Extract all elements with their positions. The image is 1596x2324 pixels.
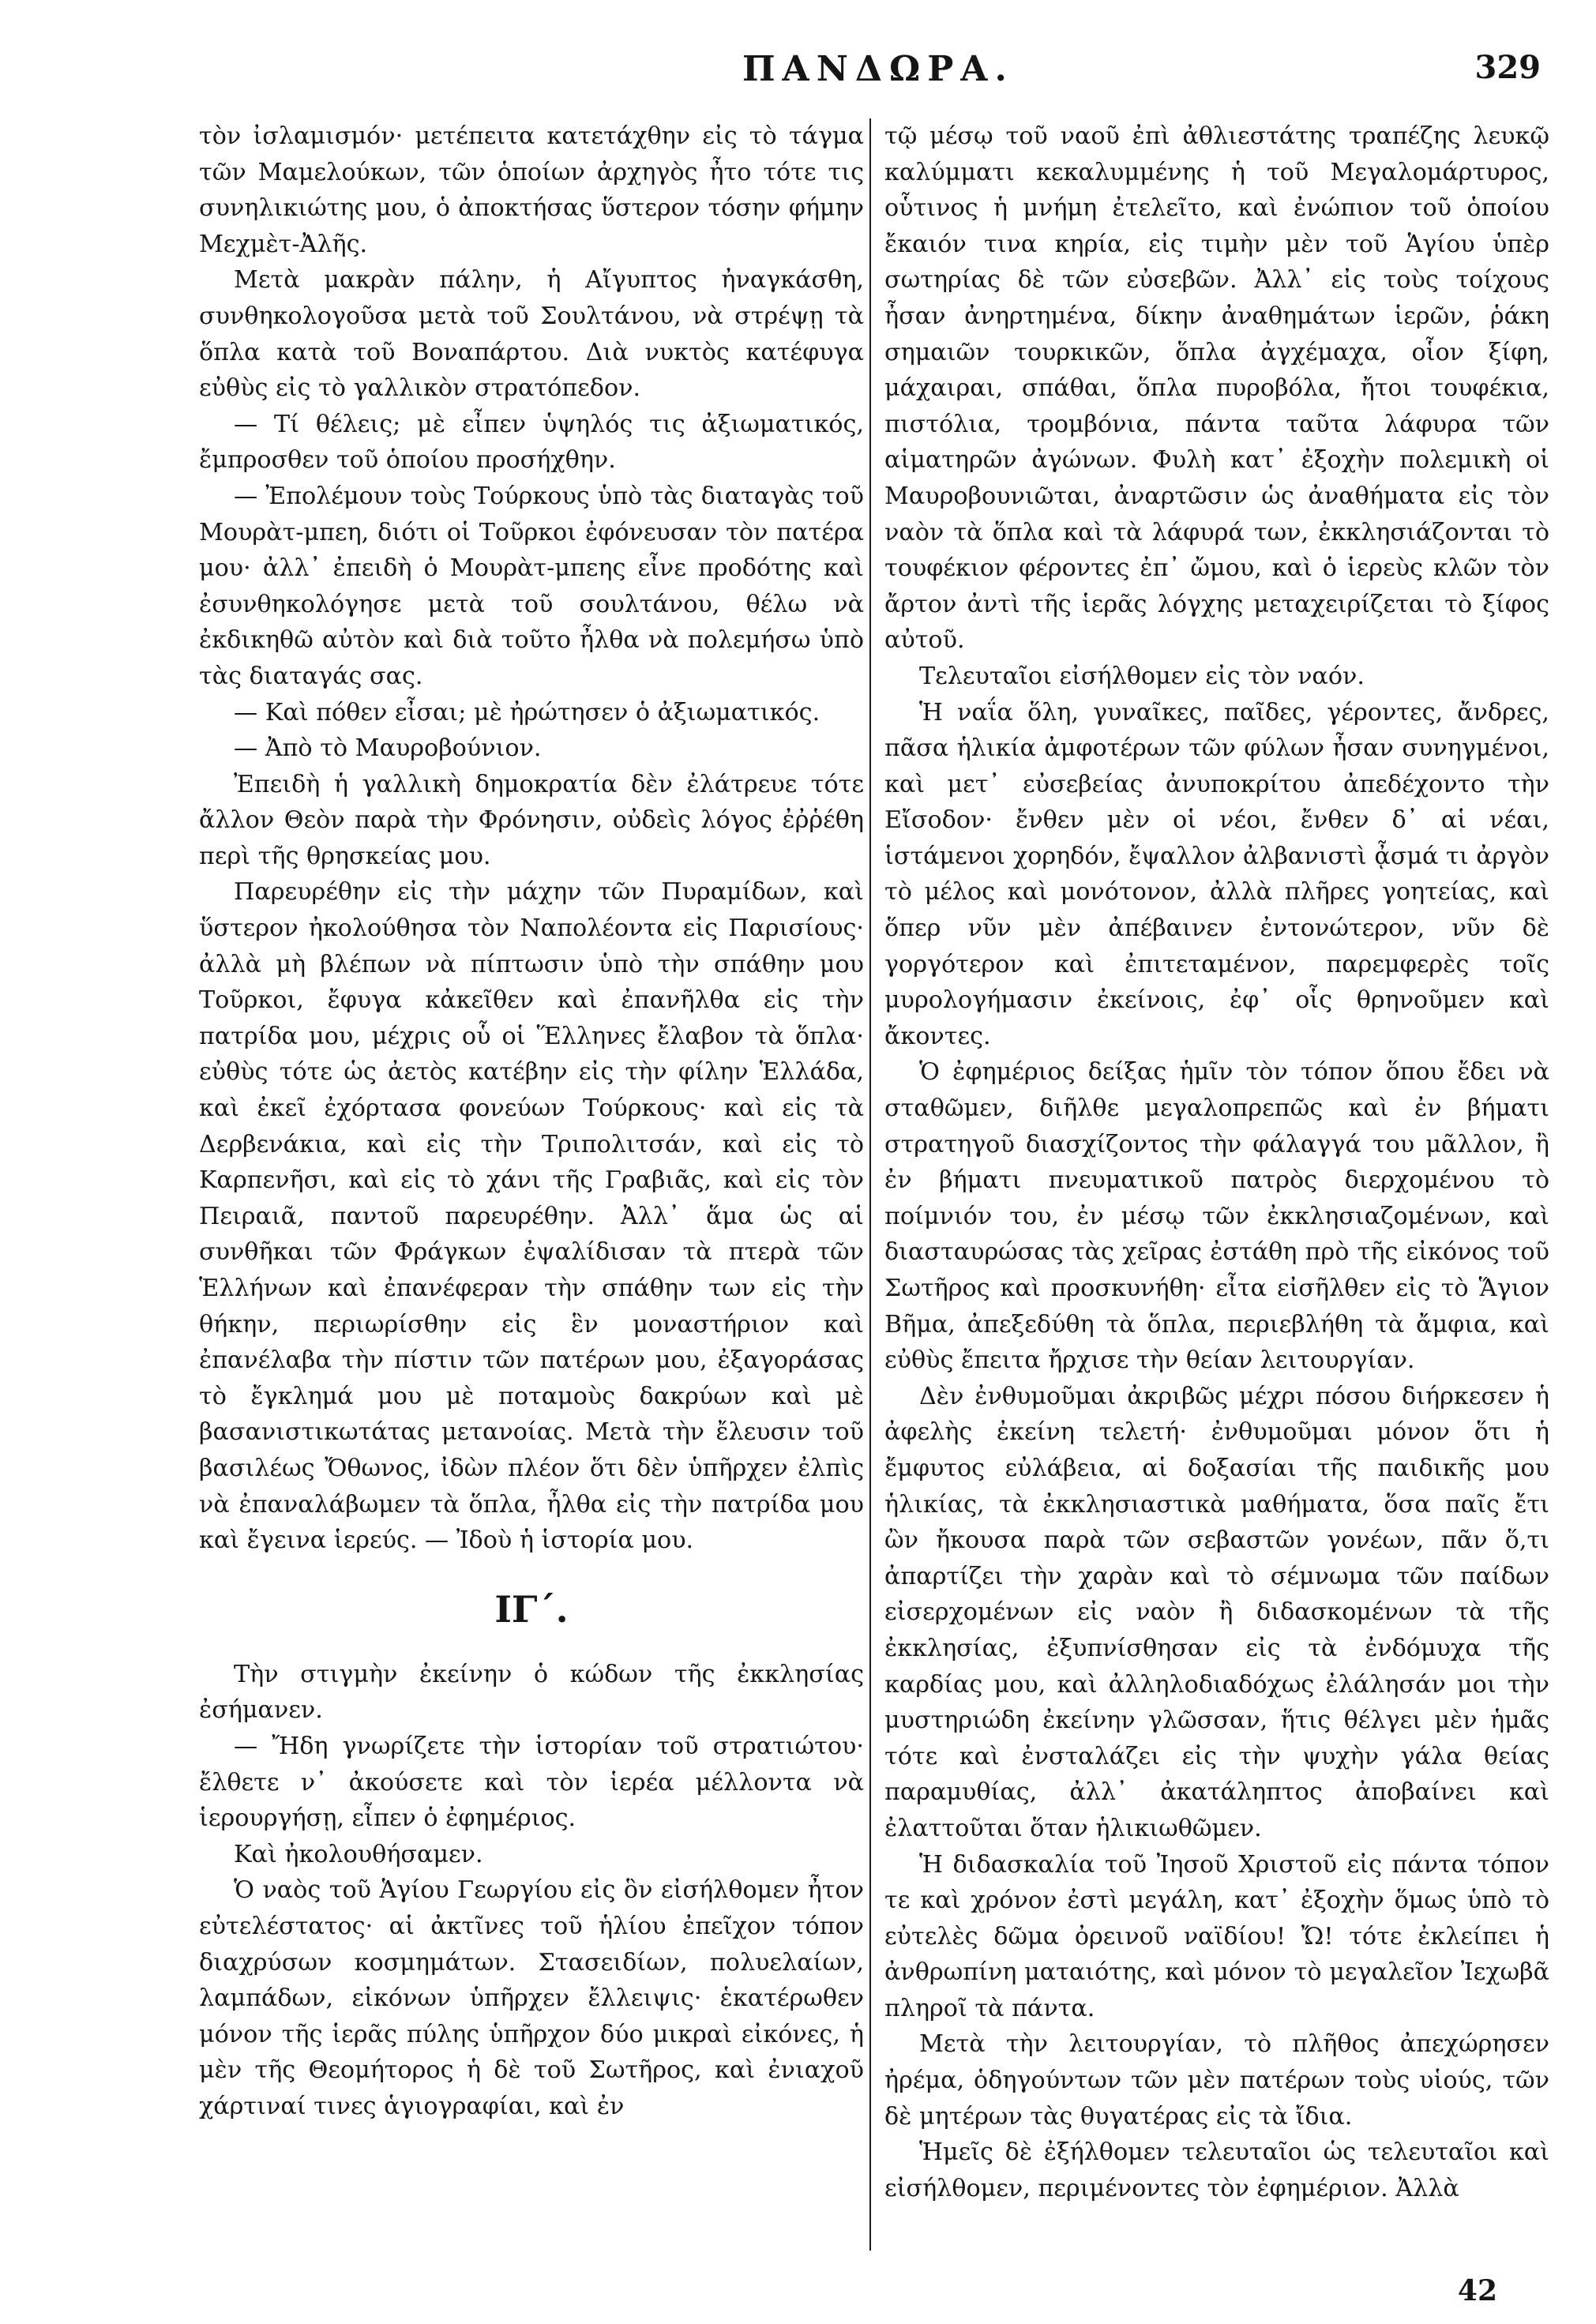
paragraph: τῷ μέσῳ τοῦ ναοῦ ἐπὶ ἀθλιεστάτης τραπέζης λευκῷ καλύμματι κεκαλυμμένης ἡ τοῦ Μεγαλομάρτυρος, οὗτινος ἡ μνήμη ἐτελεῖτο, καὶ ἐνώπιον τοῦ ὁποίου ἔκαιόν τινα κηρία, εἰς τιμὴν μὲν τοῦ Ἁγίου ὑπὲρ σωτηρίας δὲ τῶν εὐσεβῶν. Ἀλλ᾿ εἰς τοὺς τοίχους ἦσαν ἀνηρτημένα, δίκην ἀναθημάτων ἱερῶν, ῥάκη σημαιῶν τουρκικῶν, ὅπλα ἀγχέμαχα, οἷον ξίφη, μάχαιραι, σπάθαι, ὅπλα πυροβόλα, ἤτοι τουφέκια, πιστόλια, τρομβόνια, πάντα ταῦτα λάφυρα τῶν αἱματηρῶν ἀγώνων. Φυλὴ κατ᾿ ἐξοχὴν πολεμικὴ οἱ Μαυροβουνιῶται, ἀναρτῶσιν ὡς ἀναθήματα εἰς τὸν ναὸν τὰ ὅπλα καὶ τὰ λάφυρά των, ἐκκλησιάζονται τὸ τουφέκιον φέροντες ἐπ᾿ ὤμου, καὶ ὁ ἱερεὺς κλῶν τὸν ἄρτον ἀντὶ τῆς ἱερᾶς λόγχης μεταχειρίζεται τὸ ξίφος αὐτοῦ. <box>884 122 1549 655</box>
paragraph: Μετὰ μακρὰν πάλην, ἡ Αἴγυπτος ἠναγκάσθη, συνθηκολογοῦσα μετὰ τοῦ Σουλτάνου, νὰ στρέψῃ τὰ ὅπλα κατὰ τοῦ Βοναπάρτου. Διὰ νυκτὸς κατέφυγα εὐθὺς εἰς τὸ γαλλικὸν στρατόπεδον. <box>199 266 864 403</box>
left-column <box>199 118 864 2124</box>
journal-title: ΠΑΝΔΩΡΑ. <box>742 49 1014 89</box>
dialogue-line: — Ἐπολέμουν τοὺς Τούρκους ὑπὸ τὰς διαταγὰς τοῦ Μουρὰτ-μπεη, διότι οἱ Τοῦρκοι ἐφόνευσαν τὸν πατέρα μου· ἀλλ᾿ ἐπειδὴ ὁ Μουρὰτ-μπεης εἶνε προδότης καὶ ἐσυνθηκολόγησε μετὰ τοῦ σουλτάνου, θέλω νὰ ἐκδικηθῶ αὐτὸν καὶ διὰ τοῦτο ἦλθα νὰ πολεμήσω ὑπὸ τὰς διαταγάς σας. <box>199 482 864 690</box>
column-divider <box>869 118 871 2251</box>
right-column <box>884 118 1549 2206</box>
paragraph: Τελευταῖοι εἰσήλθομεν εἰς τὸν ναόν. <box>919 662 1365 690</box>
paragraph: Ἡ διδασκαλία τοῦ Ἰησοῦ Χριστοῦ εἰς πάντα τόπον τε καὶ χρόνον ἐστὶ μεγάλη, κατ᾿ ἐξοχὴν ὅμως ὑπὸ τὸ εὐτελὲς δῶμα ὀρεινοῦ ναϊδίου! Ὤ! τότε ἐκλείπει ἡ ἀνθρωπίνη ματαιότης, καὶ μόνον τὸ μεγαλεῖον Ἰεχωβᾶ πληροῖ τὰ πάντα. <box>884 1850 1549 2022</box>
paragraph: Ἐπειδὴ ἡ γαλλικὴ δημοκρατία δὲν ἐλάτρευε τότε ἄλλον Θεὸν παρὰ τὴν Φρόνησιν, οὐδεὶς λόγος ἐῤῥέθη περὶ τῆς θρησκείας μου. <box>199 770 864 870</box>
paragraph: Καὶ ἠκολουθήσαμεν. <box>234 1840 483 1868</box>
running-head <box>0 49 1596 104</box>
paragraph: Τὴν στιγμὴν ἐκείνην ὁ κώδων τῆς ἐκκλησίας ἐσήμανεν. <box>199 1660 864 1725</box>
paragraph: Μετὰ τὴν λειτουργίαν, τὸ πλῆθος ἀπεχώρησεν ἠρέμα, ὁδηγούντων τῶν μὲν πατέρων τοὺς υἱούς, τῶν δὲ μητέρων τὰς θυγατέρας εἰς τὰ ἴδια. <box>884 2030 1549 2131</box>
section-heading: ΙΓ΄. <box>494 1587 569 1631</box>
paragraph: τὸν ἰσλαμισμόν· μετέπειτα κατετάχθην εἰς τὸ τάγμα τῶν Μαμελούκων, τῶν ὁποίων ἀρχηγὸς ἦτο τότε τις συνηλικιώτης μου, ὁ ἀποκτήσας ὕστερον τόσην φήμην Μεχμὲτ-Ἀλῆς. <box>199 122 864 258</box>
page-number: 329 <box>1474 49 1541 86</box>
dialogue-line: — Ἀπὸ τὸ Μαυροβούνιον. <box>234 734 542 763</box>
paragraph: Παρευρέθην εἰς τὴν μάχην τῶν Πυραμίδων, καὶ ὕστερον ἠκολούθησα τὸν Ναπολέοντα εἰς Παρισίους· ἀλλὰ μὴ βλέπων νὰ πίπτωσιν ὑπὸ τὴν σπάθην μου Τοῦρκοι, ἔφυγα κἀκεῖθεν καὶ ἐπανῆλθα εἰς τὴν πατρίδα μου, μέχρις οὗ οἱ Ἕλληνες ἔλαβον τὰ ὅπλα· εὐθὺς τότε ὡς ἀετὸς κατέβην εἰς τὴν φίλην Ἑλλάδα, καὶ ἐκεῖ ἐχόρτασα φονεύων Τούρκους· καὶ εἰς τὰ Δερβενάκια, καὶ εἰς τὴν Τριπολιτσάν, καὶ εἰς τὸ Καρπενῆσι, καὶ εἰς τὸ χάνι τῆς Γραβιᾶς, καὶ εἰς τὸν Πειραιᾶ, παντοῦ παρευρέθην. Ἀλλ᾿ ἅμα ὡς αἱ συνθῆκαι τῶν Φράγκων ἐψαλίδισαν τὰ πτερὰ τῶν Ἑλλήνων καὶ ἐπανέφεραν τὴν σπάθην των εἰς τὴν θήκην, περιωρίσθην εἰς ἓν μοναστήριον καὶ ἐπανέλαβα τὴν πίστιν τῶν πατέρων μου, ἐξαγοράσας τὸ ἔγκλημά μου μὲ ποταμοὺς δακρύων καὶ μὲ βασανιστικωτάτας μετανοίας. Μετὰ τὴν ἔλευσιν τοῦ βασιλέως Ὄθωνος, ἰδὼν πλέον ὅτι δὲν ὑπῆρχεν ἐλπὶς νὰ ἐπαναλάβωμεν τὰ ὅπλα, ἦλθα εἰς τὴν πατρίδα μου καὶ ἔγεινα ἱερεύς. — Ἰδοὺ ἡ ἱστορία μου. <box>199 878 864 1555</box>
paragraph: Δὲν ἐνθυμοῦμαι ἀκριβῶς μέχρι πόσου διήρκεσεν ἡ ἀφελὴς ἐκείνη τελετή· ἐνθυμοῦμαι μόνον ὅτι ἡ ἔμφυτος εὐλάβεια, αἱ δοξασίαι τῆς παιδικῆς μου ἡλικίας, τὰ ἐκκλησιαστικὰ μαθήματα, ὅσα παῖς ἔτι ὢν ἤκουσα παρὰ τῶν σεβαστῶν γονέων, πᾶν ὅ,τι ἀπαρτίζει τὴν χαρὰν καὶ τὸ σέμνωμα τῶν παίδων εἰσερχομένων εἰς ναὸν ἢ διδασκομένων τὰ τῆς ἐκκλησίας, ἐξυπνίσθησαν εἰς τὰ ἐνδόμυχα τῆς καρδίας μου, καὶ ἀλληλοδιαδόχως ἐλάλησάν μοι τὴν μυστηριώδη ἐκείνην γλῶσσαν, ἥτις θέλγει μὲν ἡμᾶς τότε καὶ ἐνσταλάζει εἰς τὴν ψυχὴν γάλα θείας παραμυθίας, ἀλλ᾿ ἀκατάληπτος ἀποβαίνει καὶ ἐλαττοῦται ὅταν ἡλικιωθῶμεν. <box>884 1382 1549 1842</box>
paragraph: Ὁ ἐφημέριος δείξας ἡμῖν τὸν τόπον ὅπου ἔδει νὰ σταθῶμεν, διῆλθε μεγαλοπρεπῶς καὶ ἐν βήματι στρατηγοῦ διασχίζοντος τὴν φάλαγγά του μᾶλλον, ἢ ἐν βήματι πνευματικοῦ πατρὸς διερχομένου τὸ ποίμνιόν του, ἐν μέσῳ τῶν ἐκκλησιαζομένων, καὶ διασταυρώσας τὰς χεῖρας ἐστάθη πρὸ τῆς εἰκόνος τοῦ Σωτῆρος καὶ προσκυνήθη· εἶτα εἰσῆλθεν εἰς τὸ Ἅγιον Βῆμα, ἀπεξεδύθη τὰ ὅπλα, περιεβλήθη τὰ ἄμφια, καὶ εὐθὺς ἔπειτα ἤρχισε τὴν θείαν λειτουργίαν. <box>884 1058 1549 1375</box>
paragraph: Ἡ ναΐα ὅλη, γυναῖκες, παῖδες, γέροντες, ἄνδρες, πᾶσα ἡλικία ἀμφοτέρων τῶν φύλων ἦσαν συνηγμένοι, καὶ μετ᾿ εὐσεβείας ἀνυποκρίτου ἀπεδέχοντο τὴν Εἴσοδον· ἔνθεν μὲν οἱ νέοι, ἔνθεν δ᾿ αἱ νέαι, ἱστάμενοι χορηδόν, ἔψαλλον ἀλβανιστὶ ᾆσμά τι ἀργὸν τὸ μέλος καὶ μονότονον, ἀλλὰ πλῆρες γοητείας, καὶ ὅπερ νῦν μὲν ἀπέβαινεν ἐντονώτερον, νῦν δὲ γοργότερον καὶ ἐπιτεταμένον, παρεμφερὲς τοῖς μυρολογήμασιν ἐκείνοις, ἐφ᾿ οἷς θρηνοῦμεν καὶ ἄκοντες. <box>884 698 1549 1050</box>
paragraph: Ὁ ναὸς τοῦ Ἁγίου Γεωργίου εἰς ὃν εἰσήλθομεν ἦτον εὐτελέστατος· αἱ ἀκτῖνες τοῦ ἡλίου ἐπεῖχον τόπον διαχρύσων κοσμημάτων. Στασειδίων, πολυελαίων, λαμπάδων, εἰκόνων ὑπῆρχεν ἔλλειψις· ἑκατέρωθεν μόνον τῆς ἱερᾶς πύλης ὑπῆρχον δύο μικραὶ εἰκόνες, ἡ μὲν τῆς Θεομήτορος ἡ δὲ τοῦ Σωτῆρος, καὶ ἐνιαχοῦ χάρτιναί τινες ἁγιογραφίαι, καὶ ἐν <box>199 1876 864 2120</box>
dialogue-line: — Καὶ πόθεν εἶσαι; μὲ ἠρώτησεν ὁ ἀξιωματικός. <box>234 698 821 726</box>
paragraph: Ἡμεῖς δὲ ἐξήλθομεν τελευταῖοι ὡς τελευταῖοι καὶ εἰσήλθομεν, περιμένοντες τὸν ἐφημέριον. Ἀλλὰ <box>884 2138 1549 2202</box>
dialogue-line: — Τί θέλεις; μὲ εἶπεν ὑψηλός τις ἀξιωματικός, ἔμπροσθεν τοῦ ὁποίου προσήχθην. <box>199 410 864 475</box>
dialogue-line: — Ἤδη γνωρίζετε τὴν ἱστορίαν τοῦ στρατιώτου· ἔλθετε ν᾿ ἀκούσετε καὶ τὸν ἱερέα μέλλοντα νὰ ἱερουργήσῃ, εἶπεν ὁ ἐφημέριος. <box>199 1732 864 1833</box>
signature-mark: 42 <box>1457 2274 1497 2307</box>
